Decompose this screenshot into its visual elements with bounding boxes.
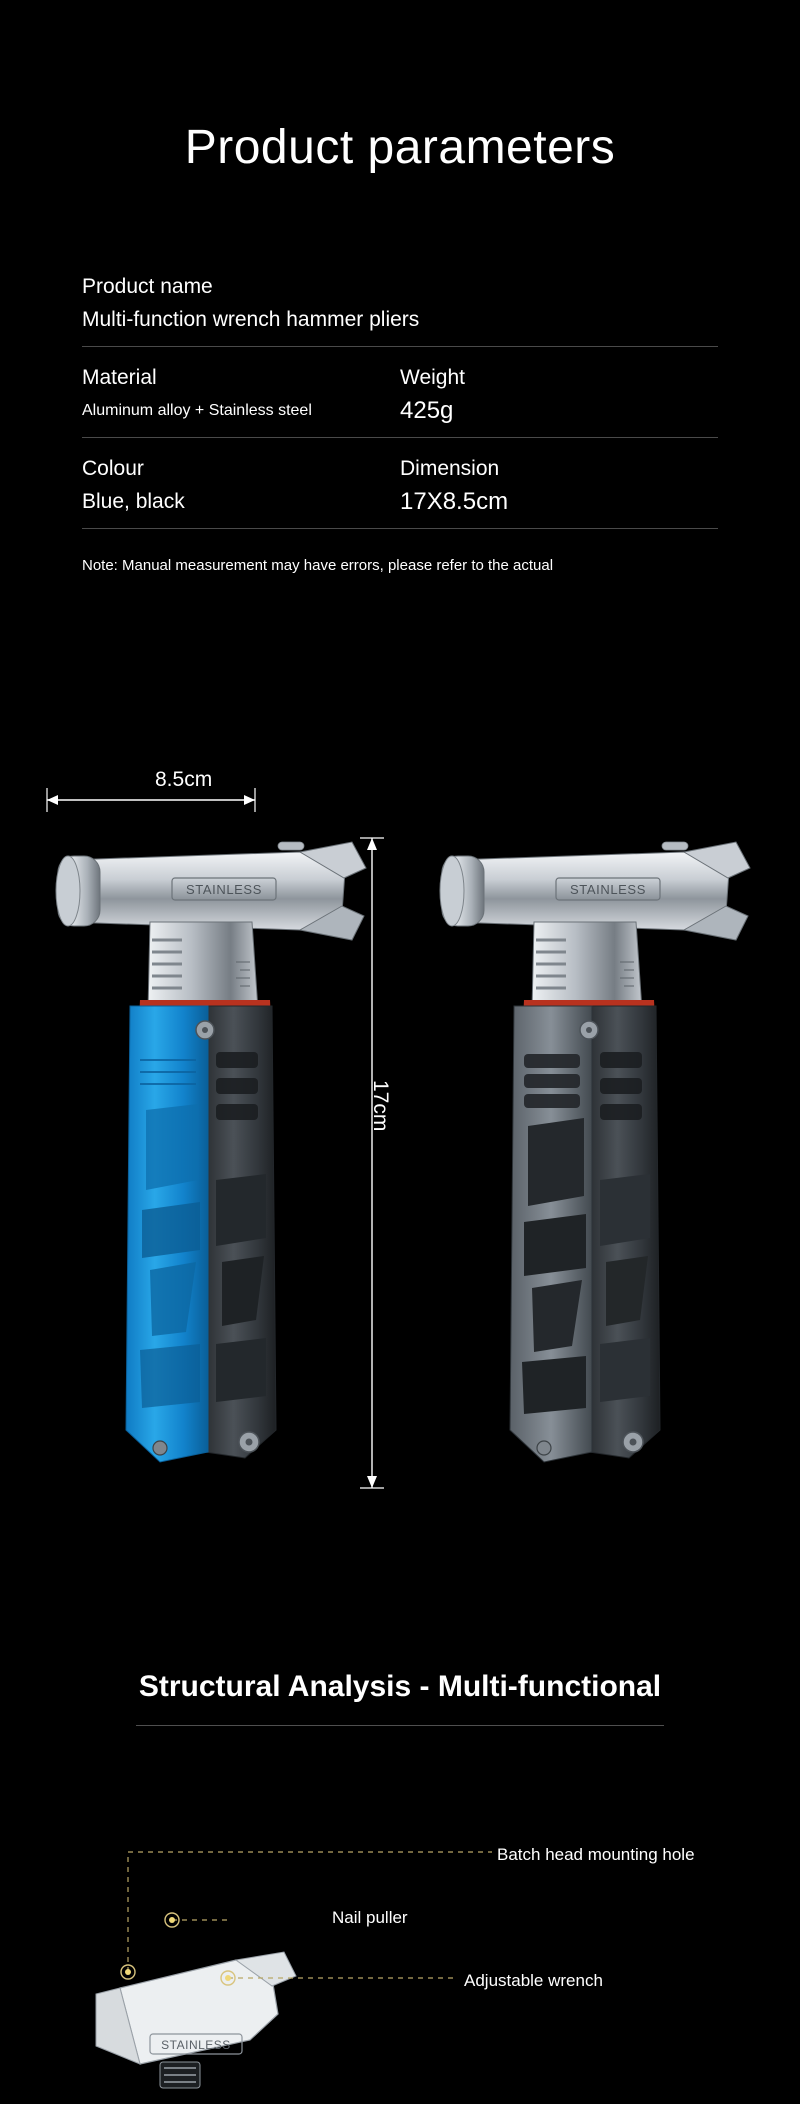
height-dimension-arrow [360, 838, 384, 1488]
measurement-note: Note: Manual measurement may have errors, please refer to the actual [82, 557, 554, 574]
spec-label: Colour [82, 457, 144, 480]
callout-label-nail-puller: Nail puller [332, 1908, 408, 1927]
svg-text:STAINLESS: STAINLESS [570, 882, 646, 897]
height-dimension-label: 17cm [369, 1080, 392, 1132]
spec-label: Material [82, 366, 157, 389]
spec-label: Product name [82, 275, 213, 298]
callout-label-adjustable-wrench: Adjustable wrench [464, 1971, 603, 1990]
spec-value: Multi-function wrench hammer pliers [82, 308, 420, 331]
spec-value: 17X8.5cm [400, 488, 509, 515]
spec-value: Aluminum alloy + Stainless steel [82, 402, 312, 419]
callout-label-batch-head-mounting-hole: Batch head mounting hole [497, 1845, 695, 1864]
svg-text:STAINLESS: STAINLESS [161, 2038, 231, 2052]
page-title: Product parameters [184, 121, 616, 175]
spec-value: 425g [400, 397, 454, 424]
spec-label: Dimension [400, 457, 500, 480]
product-image-black [440, 842, 750, 1462]
structural-analysis-title: Structural Analysis - Multi-functional [138, 1669, 662, 1703]
spec-value: Blue, black [82, 490, 185, 513]
spec-label: Weight [400, 366, 465, 389]
width-dimension-arrow [47, 788, 255, 812]
product-image-blue [56, 842, 366, 1462]
svg-text:STAINLESS: STAINLESS [186, 882, 262, 897]
width-dimension-label: 8.5cm [155, 768, 213, 791]
structural-figure [96, 1852, 492, 2088]
section-divider [136, 1725, 664, 1726]
